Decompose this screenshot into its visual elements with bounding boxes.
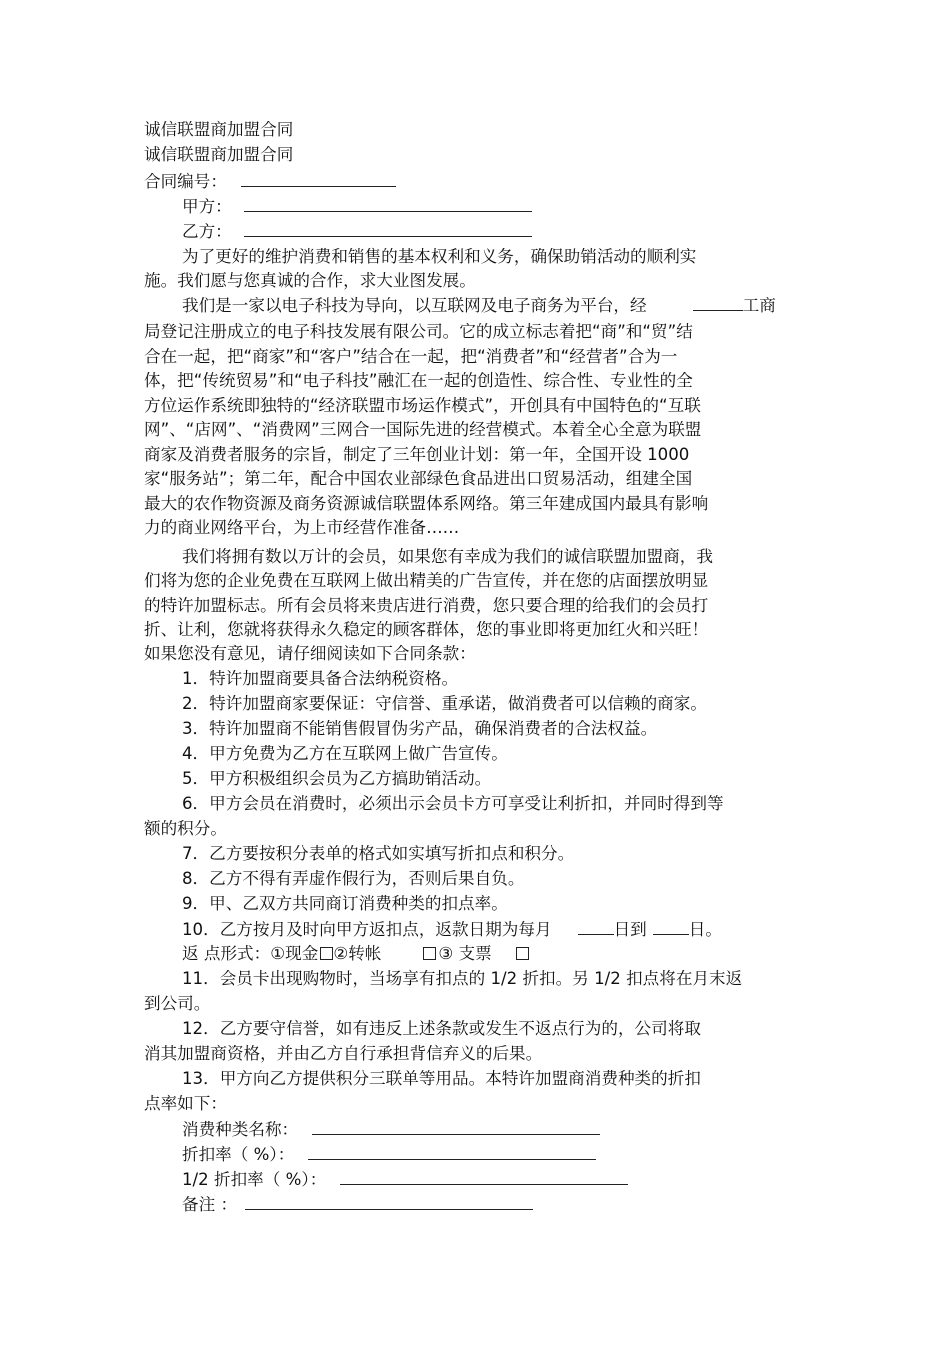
- clause-item: 12．乙方要守信誉，如有违反上述条款或发生不返点行为的，公司将取: [182, 1019, 701, 1038]
- paragraph-line: 为了更好的维护消费和销售的基本权利和义务，确保助销活动的顺利实: [182, 247, 697, 266]
- clause-item: 9．甲、乙双方共同商订消费种类的扣点率。: [182, 894, 508, 913]
- half-discount-row: [182, 1168, 628, 1192]
- clause-text: 10．乙方按月及时向甲方返扣点，返款日期为每月: [182, 920, 552, 939]
- paragraph-line: 体，把“传统贸易”和“电子科技”融汇在一起的创造性、综合性、专业性的全: [144, 371, 693, 390]
- party-b-label: 乙方：: [182, 222, 232, 241]
- remark-blank: [245, 1193, 533, 1210]
- paragraph-line: 如果您没有意见，请仔细阅读如下合同条款：: [144, 644, 476, 663]
- paragraph-line: 商家及消费者服务的宗旨，制定了三年创业计划：第一年，全国开设 1000: [144, 445, 690, 464]
- clause-item: 3．特许加盟商不能销售假冒伪劣产品，确保消费者的合法权益。: [182, 719, 658, 738]
- remark-label: 备注 ：: [182, 1195, 238, 1214]
- document-subtitle: 诚信联盟商加盟合同: [144, 145, 294, 164]
- category-blank: [312, 1118, 600, 1135]
- contract-number-row: [144, 170, 396, 194]
- paragraph-line: 合在一起，把“商家”和“客户”结合在一起，把“消费者”和“经营者”合为一: [144, 347, 678, 366]
- paragraph-line: 最大的农作物资源及商务资源诚信联盟体系网络。第三年建成国内最具有影响: [144, 494, 709, 513]
- paragraph-text: 工商: [742, 296, 776, 315]
- clause-item: 7．乙方要按积分表单的格式如实填写折扣点和积分。: [182, 844, 575, 863]
- document-title: 诚信联盟商加盟合同: [144, 120, 294, 139]
- cash-checkbox: [320, 947, 333, 960]
- clause-item: 额的积分。: [144, 819, 227, 838]
- half-discount-blank: [340, 1168, 628, 1185]
- paragraph-text: 我们是一家以电子科技为导向，以互联网及电子商务为平台，经: [182, 296, 647, 315]
- paragraph-line: 施。我们愿与您真诚的合作，求大业图发展。: [144, 271, 476, 290]
- party-a-row: [182, 195, 532, 219]
- paragraph-line: 网”、“店网”、“消费网”三网合一国际先进的经营模式。本着全心全意为联盟: [144, 420, 702, 439]
- rebate-method-row: [182, 943, 529, 967]
- discount-blank: [308, 1143, 596, 1160]
- discount-row: [182, 1143, 596, 1167]
- clause-item: 4．甲方免费为乙方在互联网上做广告宣传。: [182, 744, 508, 763]
- start-day-blank: [578, 918, 614, 935]
- clause-item: 到公司。: [144, 994, 211, 1013]
- clause-item-10: [182, 918, 722, 942]
- party-b-row: [182, 220, 532, 244]
- clause-text: 日。: [688, 920, 722, 939]
- category-label: 消费种类名称：: [182, 1120, 299, 1139]
- clause-item: 13．甲方向乙方提供积分三联单等用品。本特许加盟商消费种类的折扣: [182, 1069, 701, 1088]
- paragraph-line: 的特许加盟标志。所有会员将来贵店进行消费，您只要合理的给我们的会员打: [144, 596, 709, 615]
- paragraph-line: 我们将拥有数以万计的会员，如果您有幸成为我们的诚信联盟加盟商，我: [182, 547, 713, 566]
- clause-item: 消其加盟商资格，并由乙方自行承担背信弃义的后果。: [144, 1044, 543, 1063]
- clause-item: 点率如下：: [144, 1094, 227, 1113]
- paragraph-line: [182, 294, 776, 318]
- clause-item: 8．乙方不得有弄虚作假行为，否则后果自负。: [182, 869, 525, 888]
- contract-number-label: 合同编号：: [144, 172, 227, 191]
- clause-item: 2．特许加盟商家要保证：守信誉、重承诺，做消费者可以信赖的商家。: [182, 694, 707, 713]
- party-b-blank: [244, 220, 532, 237]
- paragraph-line: 折、让利，您就将获得永久稳定的顾客群体，您的事业即将更加红火和兴旺！: [144, 620, 709, 639]
- paragraph-line: 力的商业网络平台，为上市经营作准备……: [144, 518, 460, 537]
- clause-item: 6．甲方会员在消费时，必须出示会员卡方可享受让利折扣，并同时得到等: [182, 794, 724, 813]
- category-row: [182, 1118, 600, 1142]
- half-discount-label: 1/2 折扣率（ %）：: [182, 1170, 327, 1189]
- rebate-option-check: ③ 支票: [438, 944, 492, 963]
- end-day-blank: [653, 918, 689, 935]
- rebate-option-transfer: ②转帐: [333, 944, 382, 963]
- rebate-method-label: 返 点形式：: [182, 944, 271, 963]
- check-checkbox: [516, 947, 529, 960]
- paragraph-line: 家“服务站”；第二年，配合中国农业部绿色食品进出口贸易活动，组建全国: [144, 469, 693, 488]
- registration-authority-blank: [693, 294, 743, 311]
- clause-item: 11．会员卡出现购物时，当场享有扣点的 1/2 折扣。另 1/2 扣点将在月末返: [182, 969, 743, 988]
- rebate-option-cash: ①现金: [270, 944, 319, 963]
- discount-label: 折扣率（ %）：: [182, 1145, 295, 1164]
- paragraph-line: 局登记注册成立的电子科技发展有限公司。它的成立标志着把“商”和“贸”结: [144, 322, 693, 341]
- paragraph-line: 方位运作系统即独特的“经济联盟市场运作模式”，开创具有中国特色的“互联: [144, 396, 701, 415]
- clause-text: 日到: [613, 920, 647, 939]
- clause-item: 1．特许加盟商要具备合法纳税资格。: [182, 669, 459, 688]
- remark-row: [182, 1193, 533, 1217]
- paragraph-line: 们将为您的企业免费在互联网上做出精美的广告宣传，并在您的店面摆放明显: [144, 571, 709, 590]
- clause-item: 5．甲方积极组织会员为乙方搞助销活动。: [182, 769, 492, 788]
- transfer-checkbox: [423, 947, 436, 960]
- contract-number-blank: [241, 170, 396, 187]
- party-a-blank: [244, 195, 532, 212]
- party-a-label: 甲方：: [182, 197, 232, 216]
